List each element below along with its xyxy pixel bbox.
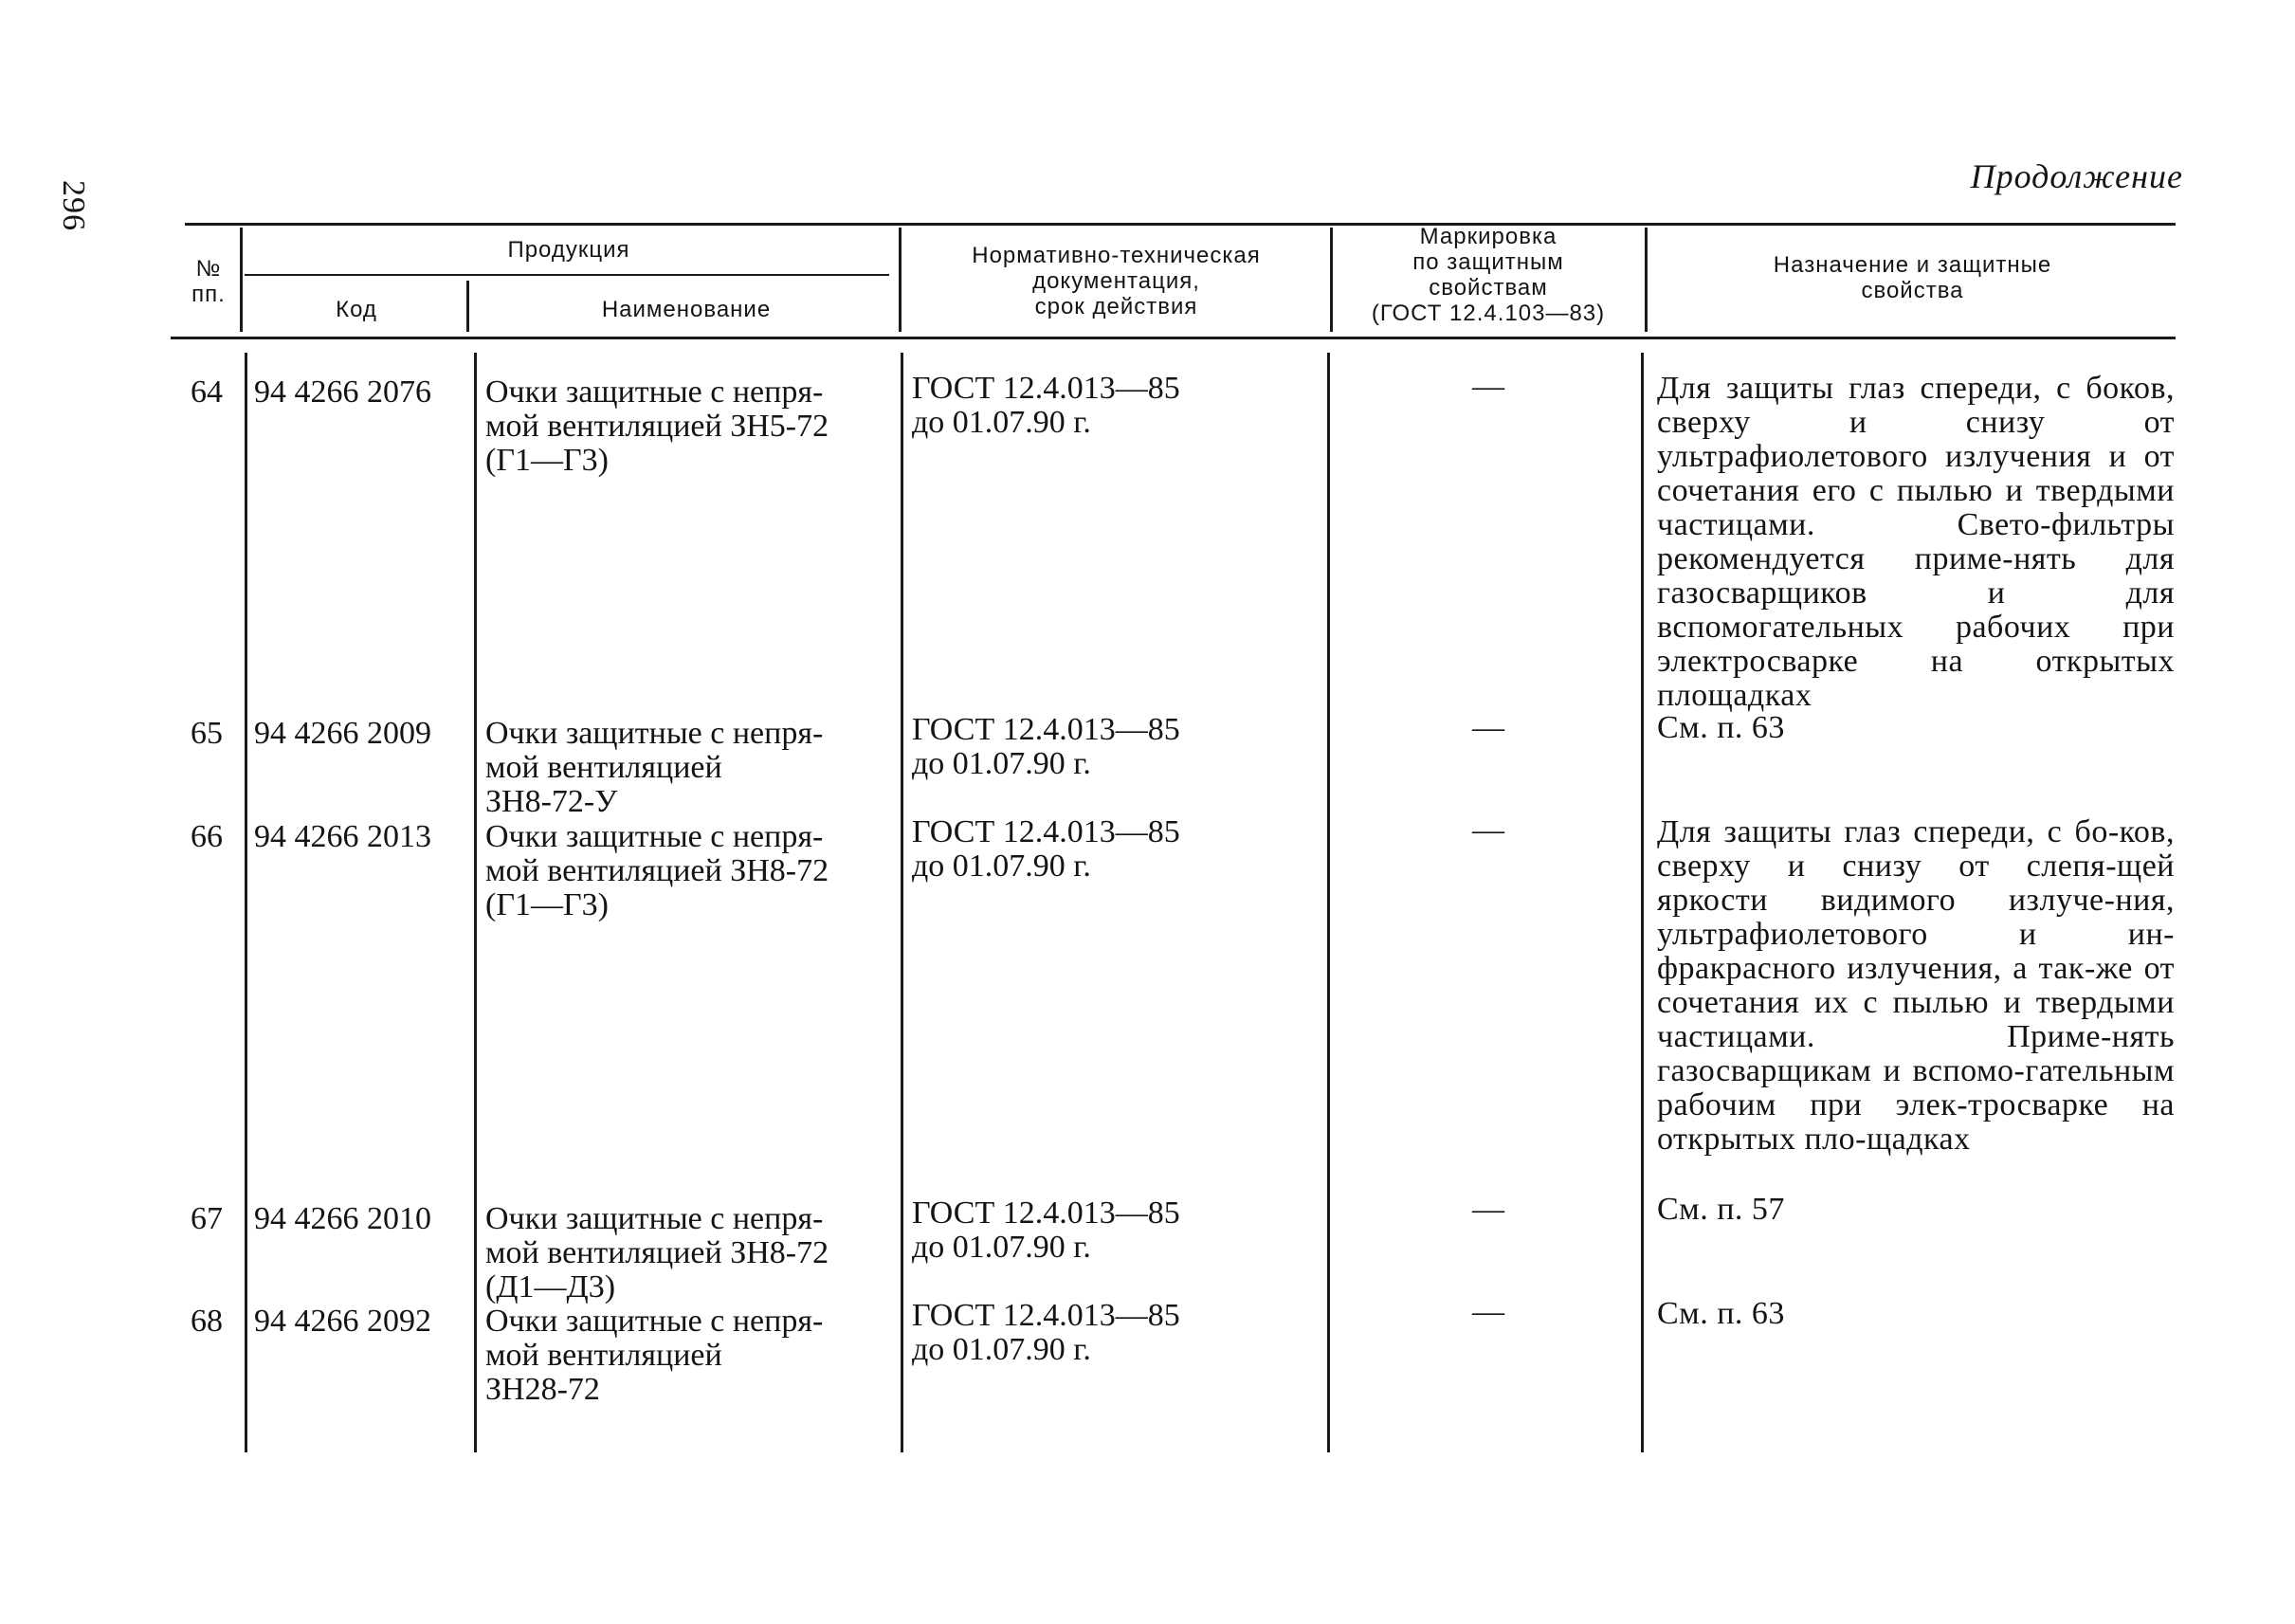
row-65-marking: —	[1472, 710, 1504, 745]
row-66-name: Очки защитные с непря- мой вентиляцией ЗН8-72 (Г1—Г3)	[485, 819, 829, 922]
row-68-num: 68	[191, 1304, 223, 1339]
row-67-purpose: См. п. 57	[1657, 1192, 1785, 1227]
row-67-code: 94 4266 2010	[254, 1201, 431, 1236]
header-normative-doc: Нормативно-техническая документация, срок действия	[972, 243, 1261, 319]
row-67-marking: —	[1472, 1192, 1504, 1227]
product-group-rule	[245, 274, 889, 276]
row-68-purpose: См. п. 63	[1657, 1296, 1785, 1331]
row-65-code: 94 4266 2009	[254, 716, 431, 751]
row-65-doc: ГОСТ 12.4.013—85 до 01.07.90 г.	[912, 712, 1180, 781]
row-66-doc: ГОСТ 12.4.013—85 до 01.07.90 г.	[912, 814, 1180, 884]
body-divider-num	[245, 353, 247, 1452]
body-divider-marking	[1641, 353, 1644, 1452]
table-top-rule	[185, 223, 2176, 226]
row-67-num: 67	[191, 1201, 223, 1236]
header-purpose: Назначение и защитные свойства	[1773, 252, 2052, 303]
row-64-purpose: Для защиты глаз спереди, с боков, сверху и снизу от ультрафиолетового излучения и от сочетания его с пылью и твердыми частицами. Свето-фильтры рекомендуется приме-нять для газосварщиков и для вспомогательных рабочих при электросварке на открытых площадках	[1657, 371, 2175, 713]
row-65-num: 65	[191, 716, 223, 751]
header-num: № пп.	[191, 256, 226, 307]
row-66-code: 94 4266 2013	[254, 819, 431, 854]
row-65-name: Очки защитные с непря- мой вентиляцией ЗН8-72-У	[485, 716, 824, 819]
row-65-purpose: См. п. 63	[1657, 710, 1785, 745]
header-name: Наименование	[601, 297, 772, 322]
continuation-label: Продолжение	[1970, 157, 2183, 195]
header-product-group: Продукция	[507, 237, 630, 263]
header-code: Код	[336, 297, 377, 322]
header-marking: Маркировка по защитным свойствам (ГОСТ 12.4.103—83)	[1371, 224, 1606, 326]
row-68-name: Очки защитные с непря- мой вентиляцией ЗН28-72	[485, 1304, 824, 1407]
row-64-doc: ГОСТ 12.4.013—85 до 01.07.90 г.	[912, 371, 1180, 440]
body-divider-doc	[1327, 353, 1330, 1452]
row-66-purpose: Для защиты глаз спереди, с бо-ков, сверху и снизу от слепя-щей яркости видимого излуче-ния, ультрафиолетового и ин-фракрасного излучения, а так-же от сочетания их с пылью и твердыми частицами. Приме-нять газосварщикам и вспомо-гательным рабочим при элек-тросварке на открытых пло-щадках	[1657, 814, 2175, 1157]
row-66-marking: —	[1472, 812, 1504, 848]
row-68-code: 94 4266 2092	[254, 1304, 431, 1339]
row-64-name: Очки защитные с непря- мой вентиляцией ЗН5-72 (Г1—Г3)	[485, 374, 829, 478]
row-67-name: Очки защитные с непря- мой вентиляцией ЗН8-72 (Д1—Д3)	[485, 1201, 829, 1305]
header-divider-marking	[1645, 228, 1648, 332]
header-bottom-rule	[171, 337, 2176, 339]
page-number: 296	[56, 180, 91, 231]
row-64-num: 64	[191, 374, 223, 410]
row-67-doc: ГОСТ 12.4.013—85 до 01.07.90 г.	[912, 1195, 1180, 1265]
row-64-code: 94 4266 2076	[254, 374, 431, 410]
row-66-num: 66	[191, 819, 223, 854]
row-64-marking: —	[1472, 369, 1504, 404]
row-68-doc: ГОСТ 12.4.013—85 до 01.07.90 г.	[912, 1298, 1180, 1367]
header-divider-name	[899, 228, 902, 332]
body-divider-code	[474, 353, 477, 1452]
header-divider-code	[466, 281, 469, 332]
row-68-marking: —	[1472, 1294, 1504, 1329]
